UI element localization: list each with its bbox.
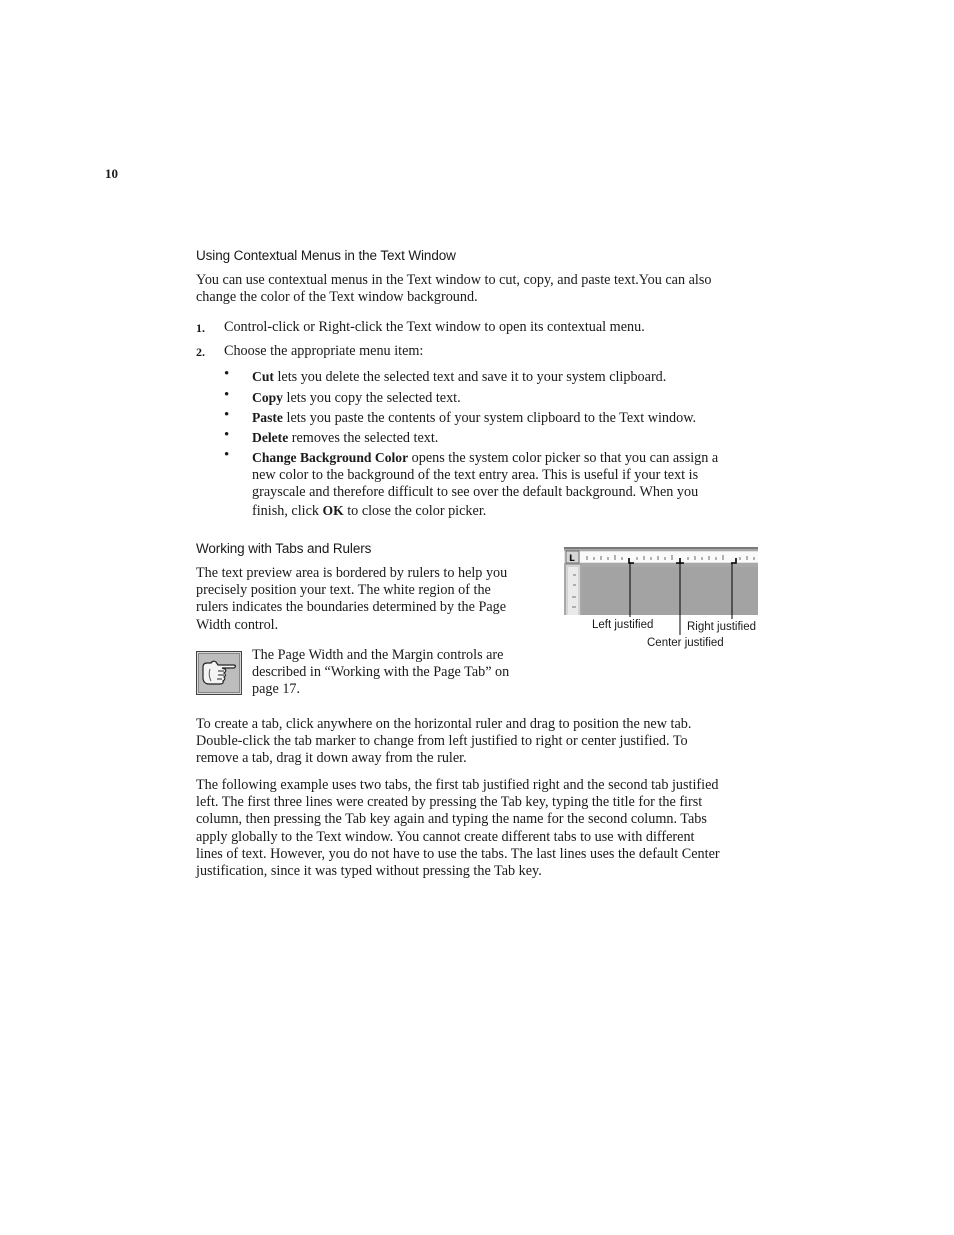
note-line: page 17.	[252, 681, 301, 698]
paragraph-line: left. The first three lines were created by pressing the Tab key, typing the title for the first	[196, 794, 703, 811]
note-line: described in “Working with the Page Tab” on	[252, 664, 510, 681]
menu-description: opens the system color picker so that you can assign a	[408, 450, 719, 466]
paragraph-line: The text preview area is bordered by rulers to help you	[196, 565, 508, 581]
bullet-icon: •	[224, 387, 230, 403]
note-line: The Page Width and the Margin controls are	[252, 647, 504, 663]
menu-description: to close the color picker.	[343, 502, 487, 519]
paragraph-line: lines of text. However, you do not have to use the tabs. The last lines uses the default Center	[196, 845, 720, 862]
bullet-icon: •	[224, 366, 230, 382]
right-justified-label: Right justified	[687, 621, 757, 633]
step-text: Choose the appropriate menu item:	[224, 343, 424, 359]
menu-term: Cut	[252, 369, 274, 384]
paragraph-line: Width control.	[196, 616, 279, 633]
left-justified-label: Left justified	[592, 619, 654, 631]
pointing-hand-icon	[196, 651, 242, 695]
paragraph-line: remove a tab, drag it down away from the ruler.	[196, 750, 467, 767]
step-number: 1.	[196, 321, 205, 335]
paragraph-line: To create a tab, click anywhere on the horizontal ruler and drag to position the new tab.	[196, 716, 692, 732]
menu-description: grayscale and therefore difficult to see over the default background. When you	[252, 484, 699, 501]
menu-term: Paste	[252, 410, 283, 425]
menu-description: new color to the background of the text entry area. This is useful if your text is	[252, 467, 699, 484]
menu-term: Copy	[252, 390, 283, 405]
paragraph-line: justification, since it was typed without pressing the Tab key.	[196, 863, 542, 880]
menu-description: finish, click	[252, 502, 323, 519]
paragraph-line: The following example uses two tabs, the first tab justified right and the second tab justified	[196, 777, 719, 793]
menu-description: lets you paste the contents of your system clipboard to the Text window.	[282, 410, 697, 426]
step-number: 2.	[196, 345, 205, 359]
create-tab-paragraph	[196, 716, 761, 768]
intro-paragraph	[196, 272, 761, 306]
menu-term: Delete	[252, 430, 289, 445]
step-text: Control-click or Right-click the Text window to open its contextual menu.	[224, 319, 645, 335]
menu-description: lets you delete the selected text and save it to your system clipboard.	[273, 369, 667, 385]
bullet-icon: •	[224, 427, 230, 443]
intro-line: You can use contextual menus in the Text window to cut, copy, and paste text.You can also	[196, 272, 712, 288]
menu-description: lets you copy the selected text.	[282, 390, 461, 406]
ok-term: OK	[322, 502, 344, 518]
paragraph-line: Double-click the tab marker to change from left justified to right or center justified. To	[196, 733, 688, 750]
tabs-intro-paragraph	[196, 565, 546, 634]
paragraph-line: precisely position your text. The white region of the	[196, 582, 491, 599]
example-paragraph	[196, 777, 761, 880]
center-justified-label: Center justified	[647, 637, 724, 649]
paragraph-line: apply globally to the Text window. You cannot create different tabs to use with different	[196, 828, 695, 845]
menu-description: removes the selected text.	[288, 430, 439, 446]
section-heading-contextual-menus: Using Contextual Menus in the Text Window	[196, 248, 456, 263]
paragraph-line: column, then pressing the Tab key again and typing the name for the second column. Tabs	[196, 811, 707, 828]
section-heading-tabs-rulers: Working with Tabs and Rulers	[196, 541, 372, 556]
ruler-screenshot	[564, 547, 758, 615]
bullet-icon: •	[224, 447, 230, 463]
tab-type-glyph: L	[569, 554, 575, 564]
intro-line: change the color of the Text window background.	[196, 289, 478, 306]
menu-term: Change Background Color	[252, 450, 409, 465]
note-text	[252, 647, 552, 699]
ruler-figure	[564, 547, 758, 615]
bullet-icon: •	[224, 407, 230, 423]
page-number: 10	[105, 166, 118, 181]
paragraph-line: rulers indicates the boundaries determined by the Page	[196, 599, 507, 616]
